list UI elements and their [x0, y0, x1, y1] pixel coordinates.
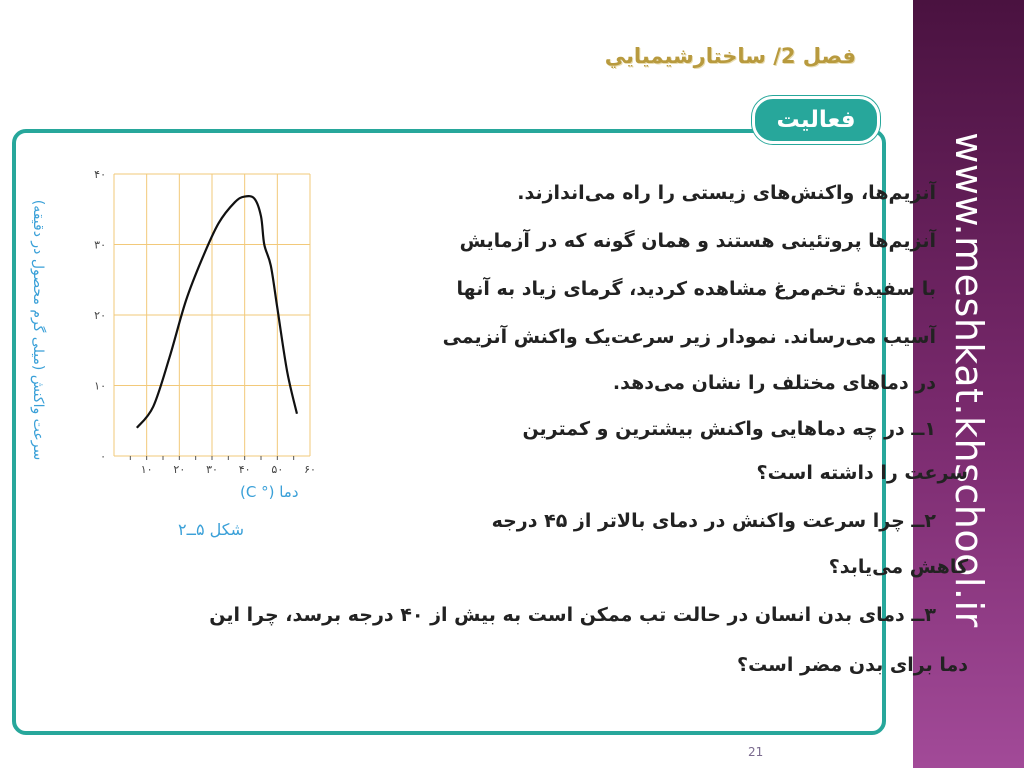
- question-1-line-1: ۱ــ در چه دماهایی واکنش بیشترین و کمترین: [522, 418, 936, 440]
- question-3-line-2: دما برای بدن مضر است؟: [737, 654, 968, 676]
- y-tick-label: ۲۰: [94, 309, 106, 322]
- text-line-3: با سفیدهٔ تخم‌مرغ مشاهده کردید، گرمای زیاد به آنها: [456, 278, 936, 300]
- text-line-4: آسیب می‌رساند. نمودار زیر سرعت‌یک واکنش آنزیمی: [442, 326, 936, 348]
- page-number: 21: [748, 745, 764, 759]
- x-tick-label: ۶۰: [304, 463, 316, 476]
- chart-grid: [114, 174, 310, 456]
- text-line-2: آنزیم‌ها پروتئینی هستند و همان گونه که در آزمایش: [459, 230, 936, 252]
- chapter-title: فصل 2/ ساختارشيميايي: [604, 44, 856, 68]
- activity-badge: فعالیت: [752, 96, 880, 144]
- y-tick-label: ۴۰: [94, 168, 106, 181]
- website-url: www.meshkat.khschool.ir: [946, 132, 991, 628]
- x-tick-label: ۳۰: [206, 463, 218, 476]
- question-2-line-1: ۲ــ چرا سرعت واکنش در دمای بالاتر از ۴۵ درجه: [491, 510, 936, 532]
- rate-curve: [137, 196, 297, 428]
- x-tick-label: ۴۰: [238, 463, 251, 476]
- chart-ticks: [94, 168, 316, 476]
- chart-axes: [130, 456, 293, 460]
- text-line-5: در دماهای مختلف را نشان می‌دهد.: [612, 372, 936, 394]
- figure-caption: شکل ۵ــ۲: [178, 520, 245, 539]
- enzyme-chart: [80, 160, 340, 476]
- x-tick-label: ۱۰: [140, 463, 153, 476]
- y-tick-label: ۱۰: [94, 379, 106, 393]
- question-1-line-2: سرعت را داشته است؟: [756, 462, 968, 484]
- question-3-line-1: ۳ــ دمای بدن انسان در حالت تب ممکن است به بیش از ۴۰ درجه برسد، چرا این: [209, 604, 936, 626]
- y-axis-label: سرعت واکنش (میلی گرم محصول در دقیقه): [30, 199, 46, 461]
- x-tick-label: ۲۰: [173, 463, 186, 476]
- text-line-1: آنزیم‌ها، واکنش‌های زیستی را راه می‌اندازند.: [517, 182, 936, 204]
- x-tick-label: ۵۰: [271, 463, 284, 476]
- y-tick-label: ۳۰: [94, 238, 106, 252]
- question-2-line-2: کاهش می‌یابد؟: [828, 556, 968, 578]
- y-tick-label: ۰: [100, 450, 106, 463]
- x-axis-label: دما (° C): [240, 483, 299, 501]
